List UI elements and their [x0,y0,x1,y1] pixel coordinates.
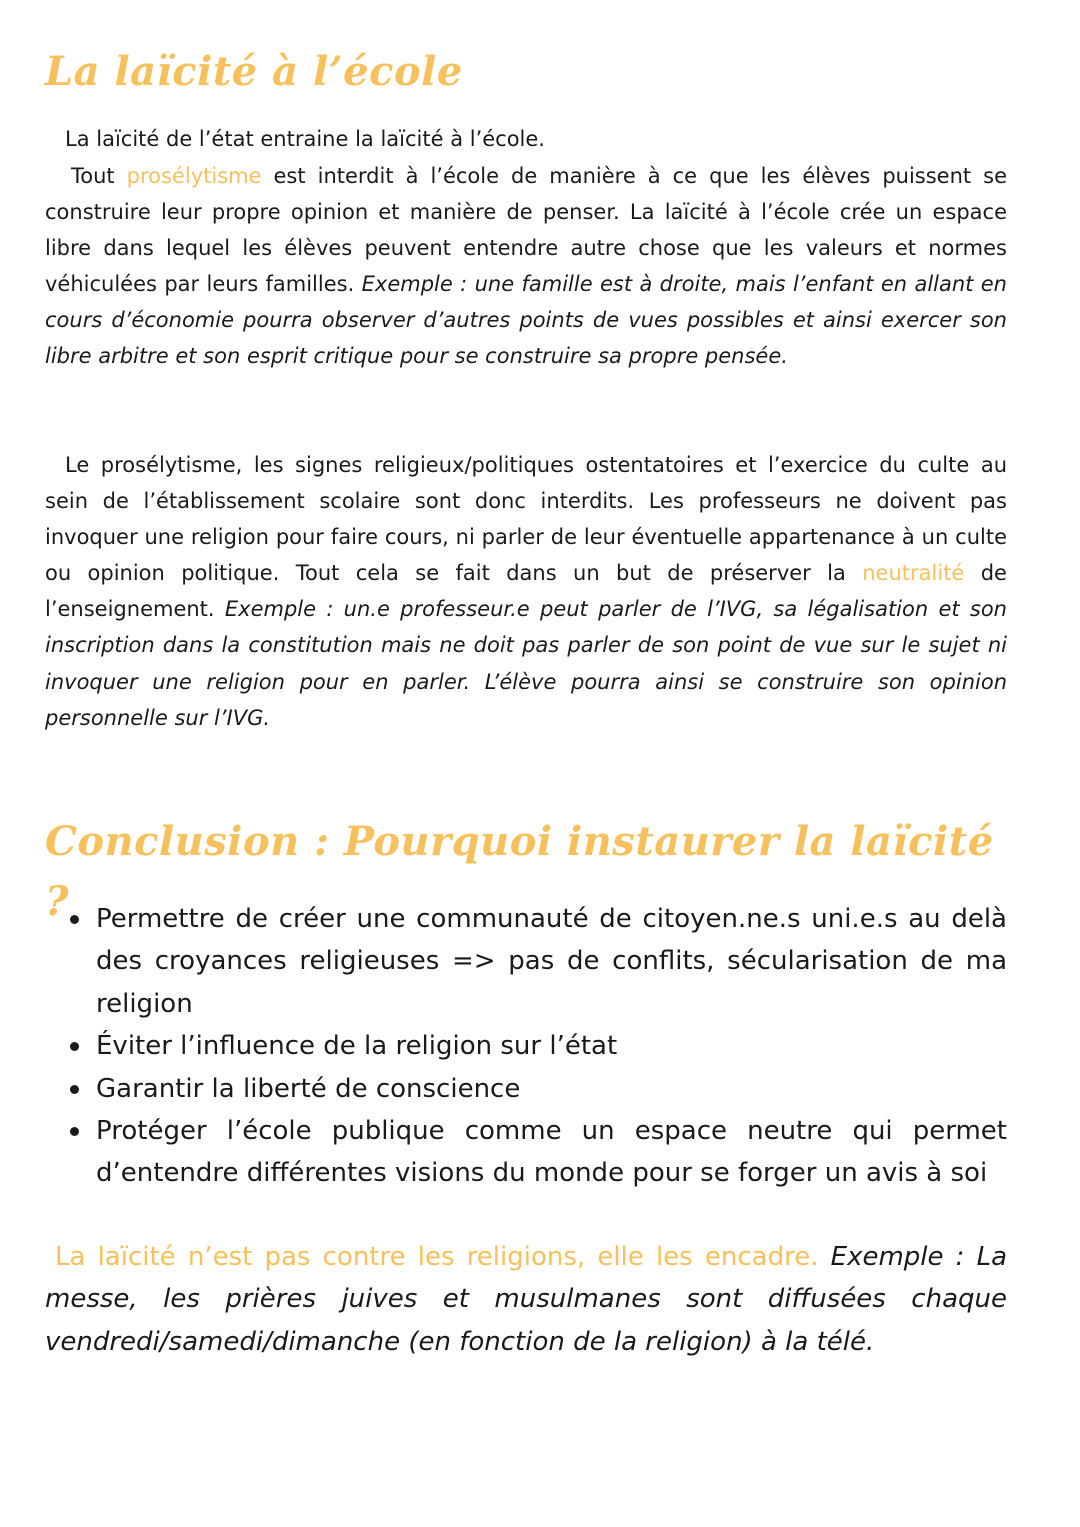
list-item-text: Permettre de créer une communauté de citoyen.ne.s uni.e.s au delà des croyances religieuses => pas de conflits, sécularisation de ma religion [96,904,1007,1019]
neutralite-paragraph [45,447,1007,736]
list-item [45,1068,1007,1110]
text-run: est interdit à l’école de manière à ce que les élèves puissent se construire leur propre opinion et manière de penser. La laïcité à l’école crée un espace libre dans lequel les élèves peuvent entendre autre chose que les valeurs et normes véhiculées par leurs familles. [45,164,1007,297]
section-title-laicite-ecole: La laïcité à l’école [45,48,463,95]
conclusion-bullet-list [45,898,1007,1195]
bullet-icon [70,1042,79,1051]
list-item [45,1025,1007,1067]
list-item [45,898,1007,1025]
proselytisme-paragraph [45,158,1007,375]
text-run: de l’enseignement. [45,561,1007,622]
final-paragraph [45,1236,1007,1363]
example-text: Exemple : un.e professeur.e peut parler de l’IVG, sa légalisation et son inscription dans la constitution mais ne doit pas parler de son point de vue sur le sujet ni invoquer une religion pour en parler. L’élève pourra ainsi se construire son opinion personnelle sur l’IVG. [45,597,1007,730]
bullet-icon [70,1085,79,1094]
section-title-conclusion: Conclusion : Pourquoi instaurer la laïcité ? [45,818,994,925]
key-statement: La laïcité n’est pas contre les religions, elle les encadre. [55,1242,819,1272]
example-text: Exemple : une famille est à droite, mais l’enfant en allant en cours d’économie pourra observer d’autres points de vues possibles et ainsi exercer son libre arbitre et son esprit critique pour se construire sa propre pensée. [45,272,1007,369]
keyword-neutralite: neutralité [862,561,965,586]
list-item-text: Garantir la liberté de conscience [96,1073,521,1104]
bullet-icon [70,1127,79,1136]
example-text: Exemple : La messe, les prières juives et musulmanes sont diffusées chaque vendredi/samedi/dimanche (en fonction de la religion) à la télé. [45,1242,1008,1357]
list-item-text: Éviter l’influence de la religion sur l’état [96,1031,618,1062]
keyword-proselytisme: prosélytisme [126,164,262,188]
list-item-text: Protéger l’école publique comme un espace neutre qui permet d’entendre différentes visions du monde pour se forger un avis à soi [96,1116,1007,1189]
text-run: Le prosélytisme, les signes religieux/politiques ostentatoires et l’exercice du culte au sein de l’établissement scolaire sont donc interdits. Les professeurs ne doivent pas invoquer une religion pour faire cours, ni parler de leur éventuelle appartenance à un culte ou opinion politique. Tout cela se fait dans un but de préserver la [45,453,1007,586]
text-run: Tout [71,164,127,188]
list-item [45,1110,1007,1195]
bullet-icon [70,915,79,924]
intro-paragraph: La laïcité de l’état entraine la laïcité à l’école. [65,127,545,151]
